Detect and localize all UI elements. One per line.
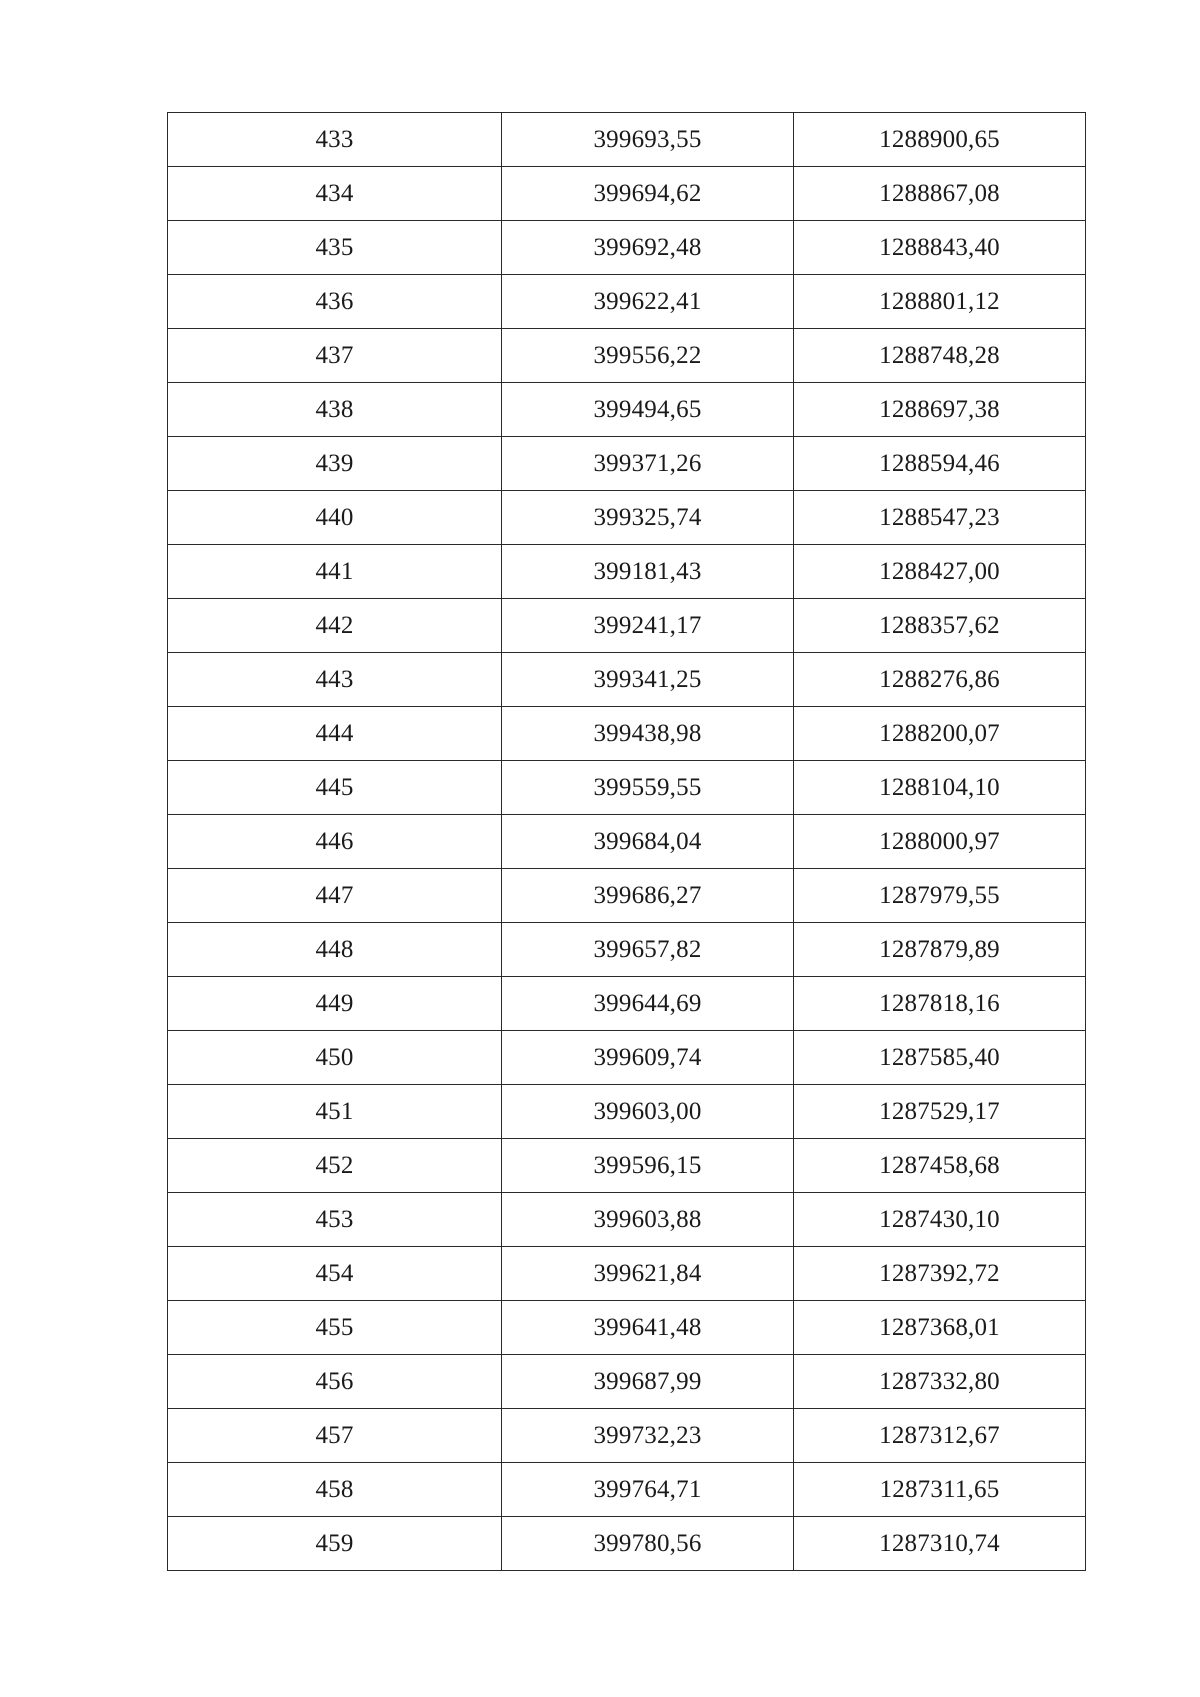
y-coordinate-cell: 1287332,80	[794, 1355, 1086, 1409]
point-number-cell: 449	[168, 977, 502, 1031]
x-coordinate-cell: 399181,43	[502, 545, 794, 599]
point-number-cell: 457	[168, 1409, 502, 1463]
x-coordinate-cell: 399556,22	[502, 329, 794, 383]
point-number-cell: 436	[168, 275, 502, 329]
table-row	[168, 1085, 1086, 1139]
y-coordinate-cell: 1287312,67	[794, 1409, 1086, 1463]
x-coordinate-cell: 399596,15	[502, 1139, 794, 1193]
x-coordinate-cell: 399325,74	[502, 491, 794, 545]
x-coordinate-cell: 399686,27	[502, 869, 794, 923]
x-coordinate-cell: 399494,65	[502, 383, 794, 437]
table-row	[168, 1409, 1086, 1463]
point-number-cell: 451	[168, 1085, 502, 1139]
y-coordinate-cell: 1288000,97	[794, 815, 1086, 869]
y-coordinate-cell: 1288843,40	[794, 221, 1086, 275]
table-row	[168, 221, 1086, 275]
y-coordinate-cell: 1287458,68	[794, 1139, 1086, 1193]
point-number-cell: 458	[168, 1463, 502, 1517]
table-row	[168, 437, 1086, 491]
x-coordinate-cell: 399692,48	[502, 221, 794, 275]
y-coordinate-cell: 1288867,08	[794, 167, 1086, 221]
y-coordinate-cell: 1288427,00	[794, 545, 1086, 599]
y-coordinate-cell: 1288357,62	[794, 599, 1086, 653]
coordinates-table-body	[168, 113, 1086, 1571]
y-coordinate-cell: 1287979,55	[794, 869, 1086, 923]
point-number-cell: 454	[168, 1247, 502, 1301]
table-row	[168, 1517, 1086, 1571]
table-row	[168, 113, 1086, 167]
x-coordinate-cell: 399732,23	[502, 1409, 794, 1463]
y-coordinate-cell: 1287368,01	[794, 1301, 1086, 1355]
x-coordinate-cell: 399644,69	[502, 977, 794, 1031]
table-row	[168, 383, 1086, 437]
point-number-cell: 459	[168, 1517, 502, 1571]
table-row	[168, 869, 1086, 923]
point-number-cell: 455	[168, 1301, 502, 1355]
y-coordinate-cell: 1287818,16	[794, 977, 1086, 1031]
y-coordinate-cell: 1287879,89	[794, 923, 1086, 977]
x-coordinate-cell: 399438,98	[502, 707, 794, 761]
x-coordinate-cell: 399603,88	[502, 1193, 794, 1247]
y-coordinate-cell: 1287310,74	[794, 1517, 1086, 1571]
point-number-cell: 456	[168, 1355, 502, 1409]
x-coordinate-cell: 399371,26	[502, 437, 794, 491]
point-number-cell: 437	[168, 329, 502, 383]
point-number-cell: 433	[168, 113, 502, 167]
y-coordinate-cell: 1288697,38	[794, 383, 1086, 437]
x-coordinate-cell: 399684,04	[502, 815, 794, 869]
table-row	[168, 1301, 1086, 1355]
point-number-cell: 448	[168, 923, 502, 977]
table-row	[168, 1355, 1086, 1409]
x-coordinate-cell: 399694,62	[502, 167, 794, 221]
x-coordinate-cell: 399341,25	[502, 653, 794, 707]
y-coordinate-cell: 1288748,28	[794, 329, 1086, 383]
y-coordinate-cell: 1287311,65	[794, 1463, 1086, 1517]
table-row	[168, 545, 1086, 599]
table-row	[168, 707, 1086, 761]
x-coordinate-cell: 399241,17	[502, 599, 794, 653]
table-row	[168, 923, 1086, 977]
point-number-cell: 443	[168, 653, 502, 707]
table-row	[168, 599, 1086, 653]
table-row	[168, 1031, 1086, 1085]
x-coordinate-cell: 399693,55	[502, 113, 794, 167]
point-number-cell: 444	[168, 707, 502, 761]
y-coordinate-cell: 1287529,17	[794, 1085, 1086, 1139]
x-coordinate-cell: 399603,00	[502, 1085, 794, 1139]
table-row	[168, 653, 1086, 707]
x-coordinate-cell: 399687,99	[502, 1355, 794, 1409]
table-row	[168, 491, 1086, 545]
point-number-cell: 439	[168, 437, 502, 491]
x-coordinate-cell: 399609,74	[502, 1031, 794, 1085]
point-number-cell: 447	[168, 869, 502, 923]
point-number-cell: 440	[168, 491, 502, 545]
y-coordinate-cell: 1288104,10	[794, 761, 1086, 815]
point-number-cell: 445	[168, 761, 502, 815]
coordinates-table	[167, 112, 1086, 1571]
point-number-cell: 452	[168, 1139, 502, 1193]
point-number-cell: 446	[168, 815, 502, 869]
table-row	[168, 329, 1086, 383]
x-coordinate-cell: 399559,55	[502, 761, 794, 815]
point-number-cell: 438	[168, 383, 502, 437]
y-coordinate-cell: 1288594,46	[794, 437, 1086, 491]
point-number-cell: 442	[168, 599, 502, 653]
x-coordinate-cell: 399657,82	[502, 923, 794, 977]
point-number-cell: 453	[168, 1193, 502, 1247]
x-coordinate-cell: 399764,71	[502, 1463, 794, 1517]
table-row	[168, 761, 1086, 815]
point-number-cell: 450	[168, 1031, 502, 1085]
x-coordinate-cell: 399622,41	[502, 275, 794, 329]
y-coordinate-cell: 1287430,10	[794, 1193, 1086, 1247]
x-coordinate-cell: 399641,48	[502, 1301, 794, 1355]
y-coordinate-cell: 1287585,40	[794, 1031, 1086, 1085]
table-row	[168, 167, 1086, 221]
table-row	[168, 815, 1086, 869]
point-number-cell: 435	[168, 221, 502, 275]
point-number-cell: 441	[168, 545, 502, 599]
y-coordinate-cell: 1287392,72	[794, 1247, 1086, 1301]
table-row	[168, 1193, 1086, 1247]
table-row	[168, 1463, 1086, 1517]
table-row	[168, 1247, 1086, 1301]
y-coordinate-cell: 1288547,23	[794, 491, 1086, 545]
table-row	[168, 275, 1086, 329]
y-coordinate-cell: 1288276,86	[794, 653, 1086, 707]
table-row	[168, 977, 1086, 1031]
y-coordinate-cell: 1288200,07	[794, 707, 1086, 761]
point-number-cell: 434	[168, 167, 502, 221]
x-coordinate-cell: 399621,84	[502, 1247, 794, 1301]
y-coordinate-cell: 1288801,12	[794, 275, 1086, 329]
x-coordinate-cell: 399780,56	[502, 1517, 794, 1571]
table-row	[168, 1139, 1086, 1193]
y-coordinate-cell: 1288900,65	[794, 113, 1086, 167]
